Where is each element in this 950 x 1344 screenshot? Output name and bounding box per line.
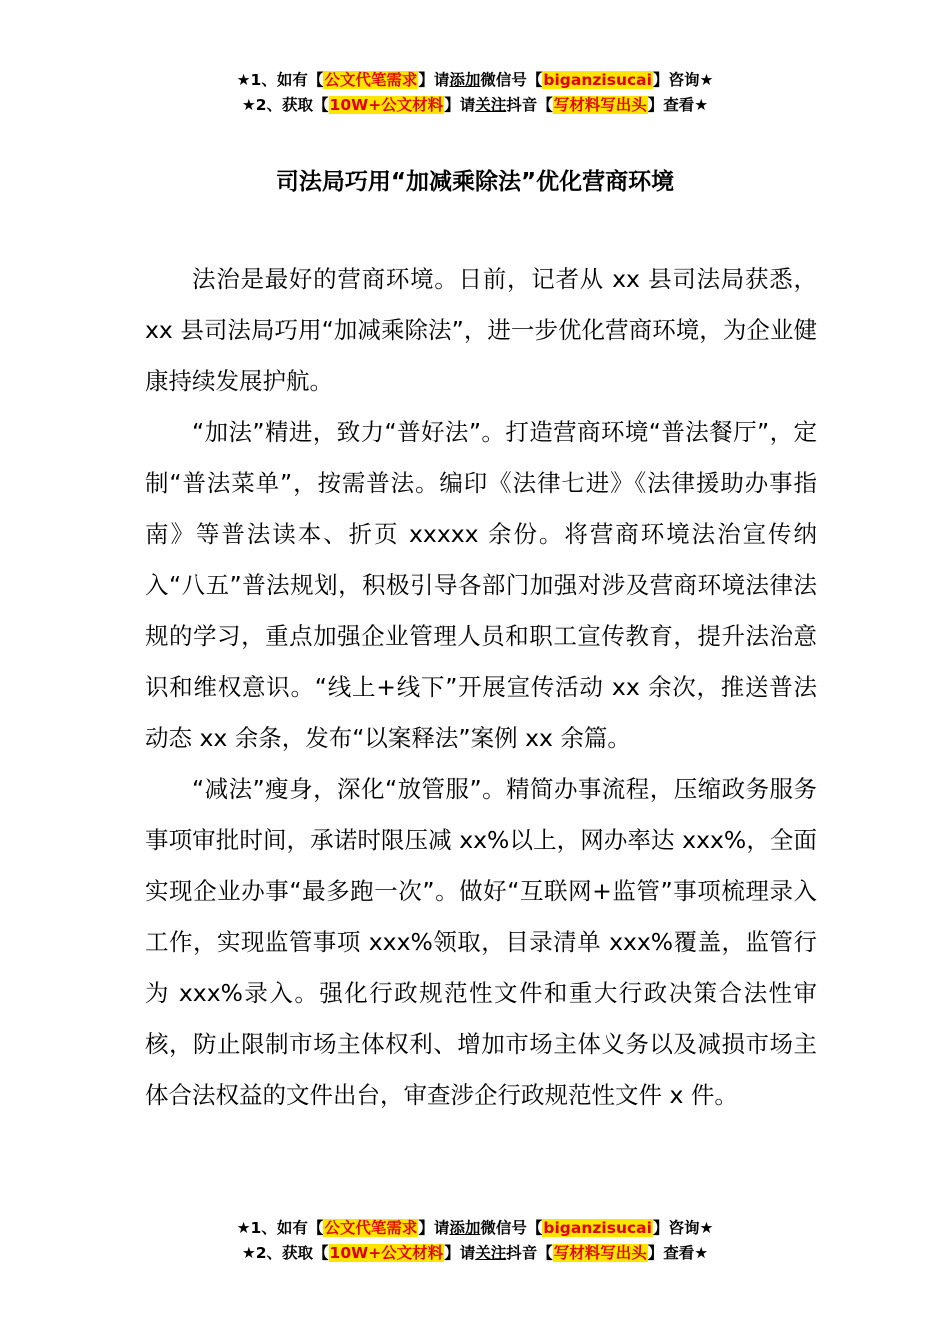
promo-highlight: 公文代笔需求 [324,71,418,89]
promo-highlight: 10W+公文材料 [329,1244,444,1262]
promo-highlight: 公文代笔需求 [324,1219,418,1237]
promo-line-2: ★2、获取【10W+公文材料】请关注抖音【写材料写出头】查看★ [241,1244,709,1262]
promo-highlight: 10W+公文材料 [329,96,444,114]
paragraph: “减法”瘦身，深化“放管服”。精简办事流程，压缩政务服务事项审批时间，承诺时限压减 xx%以上，网办率达 xxx%，全面实现企业办事“最多跑一次”。做好“互联网+监管”事项梳理录入工作，实现监管事项 xxx%领取，目录清单 xxx%覆盖，监管行为 xxx%录入。强化行政规范性文件和重大行政决策合法性审核，防止限制市场主体权利、增加市场主体义务以及减损市场主体合法权益的文件出台，审查涉企行政规范性文件 x 件。 [145,775,817,1109]
promo-line-2: ★2、获取【10W+公文材料】请关注抖音【写材料写出头】查看★ [241,96,709,114]
promo-highlight: biganzisucai [543,1219,652,1237]
footer-promo-banner [0,1216,950,1266]
header-promo-banner [0,68,950,118]
promo-highlight: biganzisucai [543,71,652,89]
promo-line-1: ★1、如有【公文代笔需求】请添加微信号【biganzisucai】咨询★ [236,71,714,89]
document-body [145,254,817,1121]
promo-line-1: ★1、如有【公文代笔需求】请添加微信号【biganzisucai】咨询★ [236,1219,714,1237]
paragraph: “加法”精进，致力“普好法”。打造营商环境“普法餐厅”，定制“普法菜单”，按需普法。编印《法律七进》《法律援助办事指南》等普法读本、折页 xxxxx 余份。将营商环境法治宣传纳入“八五”普法规划，积极引导各部门加强对涉及营商环境法律法规的学习，重点加强企业管理人员和职工宣传教育，提升法治意识和维权意识。“线上+线下”开展宣传活动 xx 余次，推送普法动态 xx 余条，发布“以案释法”案例 xx 余篇。 [145,418,817,752]
paragraph: 法治是最好的营商环境。日前，记者从 xx 县司法局获悉，xx 县司法局巧用“加减乘除法”，进一步优化营商环境，为企业健康持续发展护航。 [145,265,817,395]
promo-highlight: 写材料写出头 [553,1244,647,1262]
promo-highlight: 写材料写出头 [553,96,647,114]
document-title: 司法局巧用“加减乘除法”优化营商环境 [275,169,675,195]
